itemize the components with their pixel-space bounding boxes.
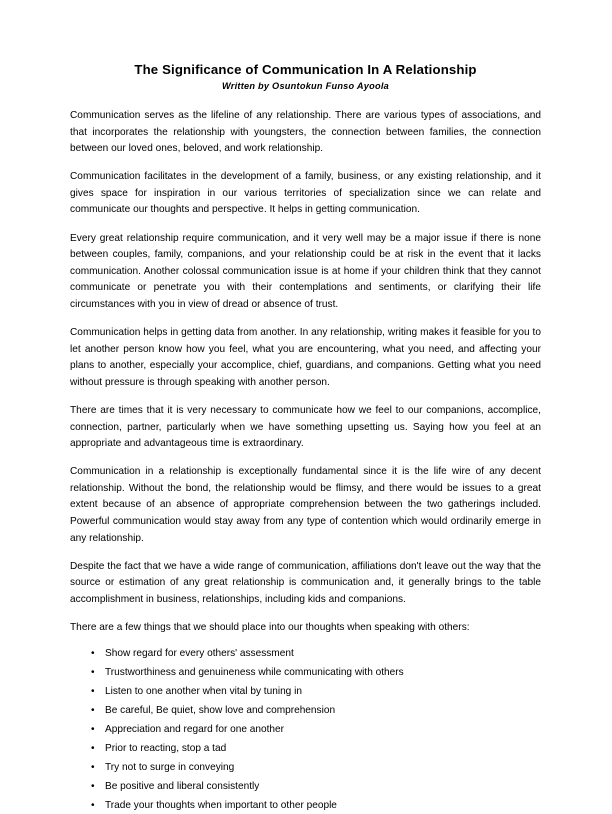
list-item-label: Show regard for every others' assessment: [105, 647, 294, 659]
list-item: [70, 722, 541, 738]
bullet-icon: •: [91, 780, 95, 792]
bullet-icon: •: [91, 666, 95, 678]
body-paragraph: Communication serves as the lifeline of any relationship. There are various types of associations, and that incorporates the relationship with youngsters, the connection between families, the connection between our loved ones, beloved, and work relationship.: [70, 110, 541, 155]
bullet-icon: •: [91, 704, 95, 716]
bullet-icon: •: [91, 647, 95, 659]
body-paragraph: There are times that it is very necessary to communicate how we feel to our companions, accomplice, connection, partner, particularly when we have something upsetting us. Saying how you feel at an appropriate and advantageous time is extraordinary.: [70, 404, 541, 450]
list-item-label: Be positive and liberal consistently: [105, 780, 260, 792]
list-item-label: Try not to surge in conveying: [105, 761, 235, 773]
list-item: [70, 798, 541, 814]
body-paragraph: Communication helps in getting data from another. In any relationship, writing makes it feasible for you to let another person know how you feel, what you are encountering, what you need, and affecting your plans to another, especially your accomplice, chief, guardians, and companions. Getting what you need without pressure is through speaking with another person.: [70, 327, 541, 388]
list-item-label: Listen to one another when vital by tuning in: [105, 685, 302, 697]
list-item: [70, 646, 541, 662]
body-paragraph: Communication facilitates in the development of a family, business, or any existing relationship, and it gives space for inspiration in our various territories of specialization since we can relate and communicate our thoughts and perspective. It helps in getting communication.: [70, 171, 541, 216]
body-paragraph: Despite the fact that we have a wide range of communication, affiliations don't leave out the way that the source or estimation of any great relationship is communication and, it generally brings to the table accomplishment in business, relationships, including kids and companions.: [70, 560, 541, 605]
author-byline: Written by Osuntokun Funso Ayoola: [222, 81, 389, 91]
list-item: [70, 703, 541, 719]
page-title: The Significance of Communication In A Relationship: [134, 62, 477, 77]
list-item: [70, 684, 541, 700]
list-item-label: Be careful, Be quiet, show love and comprehension: [105, 704, 336, 716]
list-item: [70, 741, 541, 757]
list-item: [70, 760, 541, 776]
body-paragraph: Every great relationship require communication, and it very well may be a major issue if there is none between couples, family, companions, and your relationship could be at risk in the event that it lacks communication. Another colossal communication issue is at home if your children think that they cannot communicate or penetrate you with their contemplations and sentiments, or clarifying their life circumstances with you in view of dread or absence of trust.: [70, 232, 541, 310]
list-lead-in-text: There are a few things that we should place into our thoughts when speaking with others:: [70, 621, 470, 633]
tips-bullet-list: [70, 646, 541, 814]
list-item: [70, 779, 541, 795]
bullet-icon: •: [91, 799, 95, 811]
body-paragraph: Communication in a relationship is exceptionally fundamental since it is the life wire of any decent relationship. Without the bond, the relationship would be flimsy, and there would be issues to a great extent because of an absence of appropriate comprehension between the two gatherings included. Powerful communication would stay away from any type of contention which would ordinarily emerge in any relationship.: [70, 466, 541, 544]
bullet-icon: •: [91, 685, 95, 697]
bullet-icon: •: [91, 761, 95, 773]
list-item-label: Prior to reacting, stop a tad: [105, 742, 227, 754]
list-item-label: Trade your thoughts when important to other people: [105, 799, 337, 811]
list-item-label: Trustworthiness and genuineness while communicating with others: [105, 666, 404, 678]
bullet-icon: •: [91, 723, 95, 735]
bullet-icon: •: [91, 742, 95, 754]
list-item: [70, 665, 541, 681]
list-item-label: Appreciation and regard for one another: [105, 723, 285, 735]
